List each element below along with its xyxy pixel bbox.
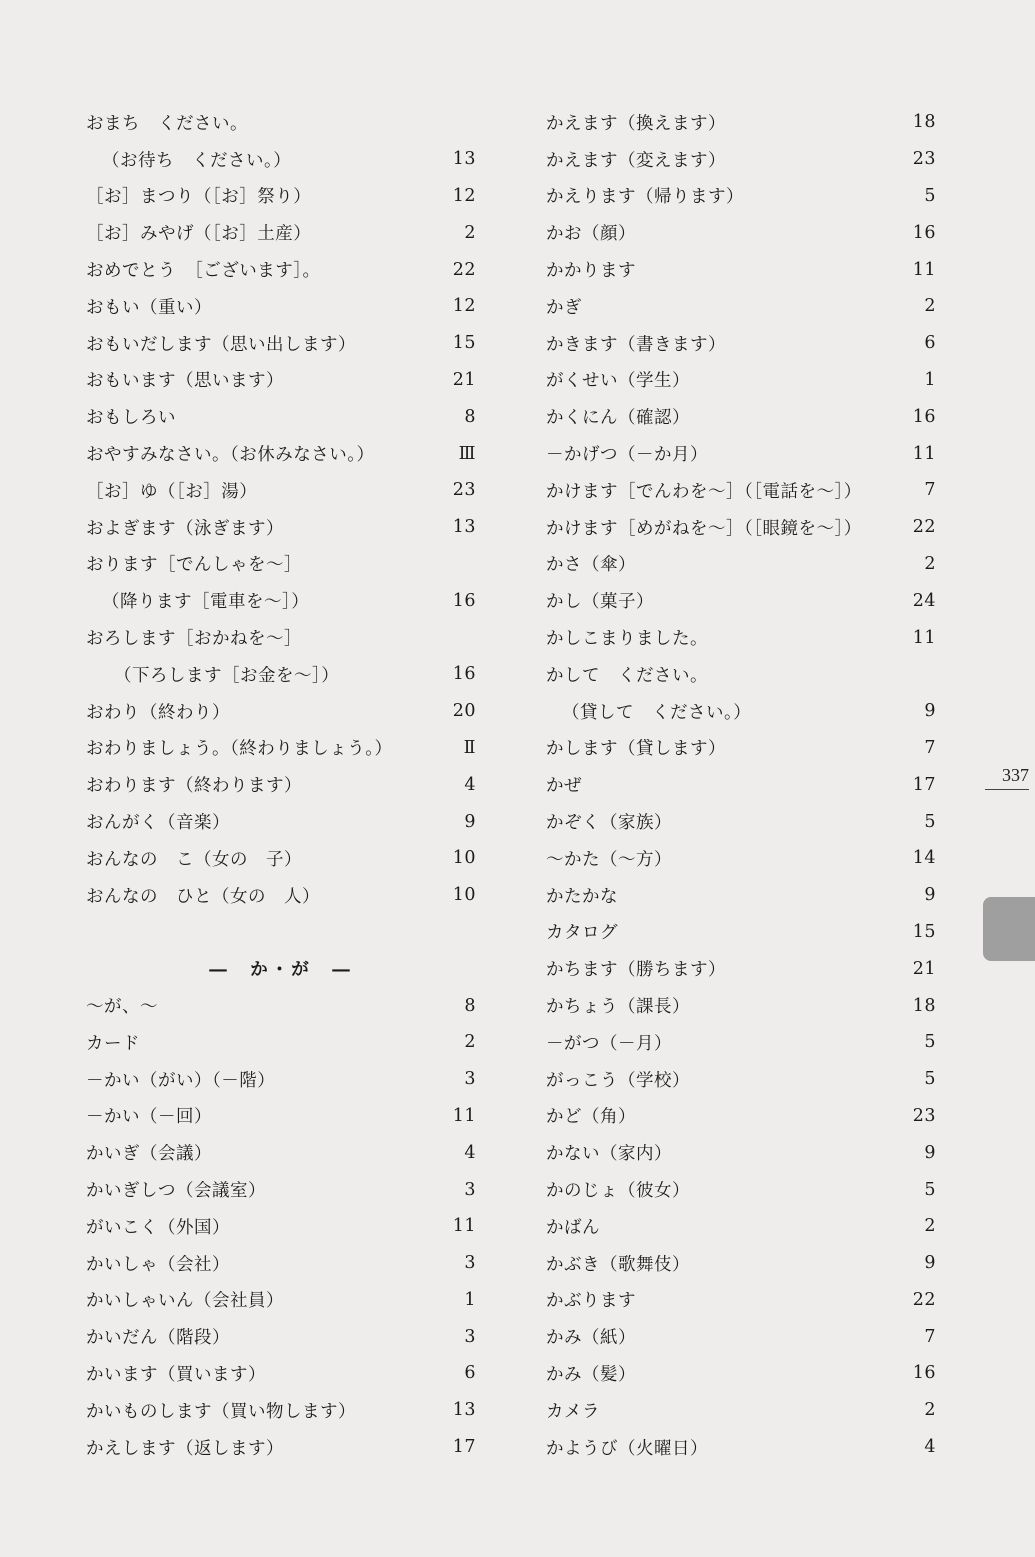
entry-term: おもいます（思います） [86, 371, 284, 392]
entry-lesson-number: 11 [912, 443, 936, 464]
entry-lesson-number: 17 [912, 774, 936, 795]
entry-term: がいこく（外国） [86, 1217, 230, 1238]
index-entry [86, 1171, 476, 1208]
entry-lesson-number: 18 [912, 112, 936, 133]
thumb-index-tab [983, 897, 1035, 961]
index-entry [546, 582, 936, 619]
index-entry [546, 1134, 936, 1171]
entry-term: かぶき（歌舞伎） [546, 1254, 690, 1275]
index-entry [546, 1061, 936, 1098]
entry-lesson-number: 15 [452, 333, 476, 354]
entry-term: がくせい（学生） [546, 371, 690, 392]
index-entry [546, 251, 936, 288]
entry-lesson-number: 9 [924, 1253, 936, 1274]
entry-term: カタログ [546, 923, 618, 944]
entry-term: かいぎ（会議） [86, 1144, 212, 1165]
index-entry [86, 1282, 476, 1319]
entry-term: かみ（髪） [546, 1364, 636, 1385]
index-entry [546, 914, 936, 951]
entry-lesson-number: 22 [452, 259, 476, 280]
entry-term: おやすみなさい。（お休みなさい。） [86, 445, 375, 466]
entry-lesson-number: 3 [464, 1326, 476, 1347]
index-entry [546, 546, 936, 583]
index-entry [86, 509, 476, 546]
entry-term: おもいだします（思い出します） [86, 334, 356, 355]
index-entry [86, 1392, 476, 1429]
index-entry [546, 766, 936, 803]
index-entry [546, 656, 936, 693]
entry-lesson-number: 18 [912, 995, 936, 1016]
entry-term: カード [86, 1033, 140, 1054]
entry-term: －かい（がい）（－階） [86, 1070, 276, 1091]
entry-term: おんなの ひと（女の 人） [86, 886, 320, 907]
index-entry [546, 877, 936, 914]
index-entry [86, 619, 476, 656]
entry-lesson-number: 8 [464, 406, 476, 427]
entry-term: おもしろい [86, 408, 176, 429]
entry-lesson-number: 17 [452, 1437, 476, 1458]
entry-term: かけます［めがねを～］（［眼鏡を～］） [546, 518, 862, 539]
index-entry [86, 288, 476, 325]
entry-term: かえります（帰ります） [546, 187, 744, 208]
entry-lesson-number: 11 [452, 1216, 476, 1237]
index-column-right [546, 104, 936, 1465]
entry-term: （貸して ください。） [562, 702, 752, 723]
entry-lesson-number: 7 [924, 480, 936, 501]
page-number: 337 [985, 765, 1029, 790]
index-entry [546, 288, 936, 325]
entry-lesson-number: 11 [912, 259, 936, 280]
entry-term: かたかな [546, 886, 618, 907]
entry-lesson-number: 9 [464, 811, 476, 832]
index-entry [86, 1355, 476, 1392]
entry-term: かいだん（階段） [86, 1328, 230, 1349]
entry-term: かします（貸します） [546, 739, 726, 760]
index-entry [546, 435, 936, 472]
entry-lesson-number: 22 [912, 1289, 936, 1310]
entry-term: かど（角） [546, 1107, 636, 1128]
entry-term: かみ（紙） [546, 1328, 636, 1349]
entry-lesson-number: 8 [464, 995, 476, 1016]
entry-lesson-number: 13 [452, 517, 476, 538]
entry-lesson-number: 12 [452, 185, 476, 206]
entry-term: かし（菓子） [546, 592, 654, 613]
entry-term: かちます（勝ちます） [546, 960, 726, 981]
entry-term: およぎます（泳ぎます） [86, 518, 284, 539]
entry-lesson-number: 9 [924, 1142, 936, 1163]
index-entry [86, 877, 476, 914]
index-entry [86, 840, 476, 877]
entry-lesson-number: 5 [924, 1032, 936, 1053]
index-entry [86, 730, 476, 767]
entry-lesson-number: 2 [464, 1032, 476, 1053]
index-entry [546, 1171, 936, 1208]
entry-lesson-number: 2 [464, 222, 476, 243]
index-entry [546, 1098, 936, 1135]
index-entry [546, 1208, 936, 1245]
index-entry [86, 803, 476, 840]
index-entry [86, 1134, 476, 1171]
entry-term: かさ（傘） [546, 555, 636, 576]
entry-lesson-number: 2 [924, 553, 936, 574]
entry-lesson-number: 13 [452, 1400, 476, 1421]
entry-term: かようび（火曜日） [546, 1438, 708, 1459]
entry-lesson-number: Ⅲ [458, 443, 476, 464]
entry-lesson-number: 23 [912, 1105, 936, 1126]
entry-lesson-number: 5 [924, 811, 936, 832]
entry-lesson-number: 11 [912, 627, 936, 648]
index-entry [546, 1245, 936, 1282]
index-entry [86, 141, 476, 178]
entry-lesson-number: 20 [452, 701, 476, 722]
entry-lesson-number: 7 [924, 1326, 936, 1347]
index-entry [86, 766, 476, 803]
entry-term: かぞく（家族） [546, 813, 672, 834]
index-entry [86, 582, 476, 619]
index-entry [86, 435, 476, 472]
index-entry [86, 914, 476, 951]
index-entry [546, 693, 936, 730]
entry-term: かいぎしつ（会議室） [86, 1181, 266, 1201]
entry-lesson-number: 2 [924, 1400, 936, 1421]
entry-term: ― か・が ― [209, 960, 353, 981]
entry-term: かのじょ（彼女） [546, 1181, 690, 1201]
index-entry [86, 693, 476, 730]
index-entry [546, 730, 936, 767]
entry-lesson-number: 16 [452, 664, 476, 685]
index-entry [86, 1061, 476, 1098]
index-entry [86, 178, 476, 215]
entry-term: かちょう（課長） [546, 997, 690, 1018]
entry-term: －がつ（－月） [546, 1033, 672, 1054]
entry-lesson-number: 23 [452, 480, 476, 501]
entry-term: おめでとう ［ございます］。 [86, 261, 321, 282]
entry-lesson-number: 10 [452, 885, 476, 906]
entry-term: ［お］ゆ（［お］湯） [86, 481, 258, 502]
entry-lesson-number: 3 [464, 1253, 476, 1274]
entry-lesson-number: 4 [924, 1437, 936, 1458]
entry-term: かお（顔） [546, 224, 636, 245]
entry-term: かえします（返します） [86, 1438, 284, 1459]
entry-term: ［お］まつり（［お］祭り） [86, 187, 312, 208]
entry-lesson-number: 1 [464, 1289, 476, 1310]
entry-lesson-number: Ⅱ [463, 737, 476, 758]
entry-term: おもい（重い） [86, 297, 212, 318]
entry-term: （お待ち ください。） [102, 150, 292, 171]
entry-term: かぜ [546, 776, 582, 797]
index-entry [546, 1355, 936, 1392]
entry-term: かくにん（確認） [546, 408, 690, 429]
entry-term: おわりましょう。（終わりましょう。） [86, 739, 393, 760]
entry-lesson-number: 7 [924, 737, 936, 758]
entry-lesson-number: 14 [912, 848, 936, 869]
entry-lesson-number: 15 [912, 921, 936, 942]
index-entry [546, 1429, 936, 1466]
entry-lesson-number: 5 [924, 1069, 936, 1090]
entry-lesson-number: 12 [452, 296, 476, 317]
index-entry [86, 214, 476, 251]
entry-lesson-number: 2 [924, 1216, 936, 1237]
entry-lesson-number: 3 [464, 1179, 476, 1200]
entry-lesson-number: 23 [912, 149, 936, 170]
entry-lesson-number: 4 [464, 1142, 476, 1163]
index-entry [546, 1392, 936, 1429]
index-entry [86, 1318, 476, 1355]
entry-term: かしこまりました。 [546, 629, 708, 650]
entry-term: かいます（買います） [86, 1364, 266, 1385]
index-entry [546, 398, 936, 435]
entry-lesson-number: 11 [452, 1105, 476, 1126]
index-entry [86, 1098, 476, 1135]
entry-term: おまち ください。 [86, 113, 248, 134]
entry-term: かいしゃ（会社） [86, 1254, 230, 1275]
entry-term: かして ください。 [546, 665, 708, 686]
entry-term: がっこう（学校） [546, 1070, 690, 1091]
entry-lesson-number: 3 [464, 1069, 476, 1090]
entry-lesson-number: 16 [912, 222, 936, 243]
entry-term: かぶります [546, 1291, 636, 1312]
index-entry [546, 104, 936, 141]
section-heading [86, 950, 476, 987]
index-entry [86, 1245, 476, 1282]
entry-lesson-number: 16 [912, 406, 936, 427]
entry-term: （下ろします［お金を～］） [114, 665, 340, 686]
index-entry [86, 398, 476, 435]
index-entry [86, 987, 476, 1024]
index-entry [546, 362, 936, 399]
entry-term: ～が、～ [86, 997, 158, 1018]
index-entry [546, 987, 936, 1024]
entry-term: かけます［でんわを～］（［電話を～］） [546, 481, 862, 502]
index-entry [86, 1429, 476, 1466]
index-entry [546, 141, 936, 178]
entry-lesson-number: 24 [912, 590, 936, 611]
entry-lesson-number: 9 [924, 701, 936, 722]
index-entry [86, 472, 476, 509]
entry-term: （降ります［電車を～］） [102, 592, 310, 613]
entry-lesson-number: 9 [924, 885, 936, 906]
entry-lesson-number: 2 [924, 296, 936, 317]
index-entry [86, 546, 476, 583]
entry-term: かえます（換えます） [546, 113, 726, 134]
index-entry [546, 214, 936, 251]
index-entry [546, 1282, 936, 1319]
entry-term: おわります（終わります） [86, 776, 302, 797]
entry-term: おわり（終わり） [86, 702, 230, 723]
entry-term: －かい（－回） [86, 1107, 212, 1128]
index-entry [86, 251, 476, 288]
index-entry [546, 950, 936, 987]
index-entry [546, 619, 936, 656]
entry-lesson-number: 6 [924, 333, 936, 354]
entry-lesson-number: 1 [924, 369, 936, 390]
entry-lesson-number: 5 [924, 185, 936, 206]
entry-lesson-number: 16 [452, 590, 476, 611]
entry-term: おろします［おかねを～］ [86, 629, 302, 650]
entry-term: －かげつ（－か月） [546, 445, 708, 466]
entry-lesson-number: 4 [464, 774, 476, 795]
index-entry [86, 1024, 476, 1061]
index-entry [546, 509, 936, 546]
index-entry [86, 104, 476, 141]
entry-lesson-number: 6 [464, 1363, 476, 1384]
entry-term: かばん [546, 1217, 600, 1238]
index-column-left [86, 104, 476, 1465]
entry-term: かえます（変えます） [546, 150, 726, 171]
index-entry [86, 1208, 476, 1245]
entry-term: かいものします（買い物します） [86, 1401, 356, 1422]
entry-lesson-number: 21 [912, 958, 936, 979]
entry-term: かぎ [546, 297, 582, 318]
index-entry [86, 362, 476, 399]
entry-term: ［お］みやげ（［お］土産） [86, 224, 312, 245]
entry-term: カメラ [546, 1401, 600, 1422]
entry-term: かかります [546, 261, 636, 282]
index-entry [546, 472, 936, 509]
entry-lesson-number: 22 [912, 517, 936, 538]
entry-term: かきます（書きます） [546, 334, 726, 355]
index-entry [86, 656, 476, 693]
entry-term: かいしゃいん（会社員） [86, 1291, 284, 1312]
index-entry [546, 803, 936, 840]
entry-lesson-number: 10 [452, 848, 476, 869]
entry-lesson-number: 5 [924, 1179, 936, 1200]
index-entry [546, 1318, 936, 1355]
index-entry [546, 325, 936, 362]
entry-lesson-number: 16 [912, 1363, 936, 1384]
entry-term: かない（家内） [546, 1144, 672, 1165]
index-entry [546, 840, 936, 877]
entry-lesson-number: 21 [452, 369, 476, 390]
entry-term: おんなの こ（女の 子） [86, 849, 302, 870]
entry-lesson-number: 13 [452, 149, 476, 170]
index-entry [546, 178, 936, 215]
entry-term: おります［でんしゃを～］ [86, 555, 302, 576]
index-entry [546, 1024, 936, 1061]
index-entry [86, 325, 476, 362]
entry-term: おんがく（音楽） [86, 813, 230, 834]
entry-term: ～かた（～方） [546, 849, 672, 870]
